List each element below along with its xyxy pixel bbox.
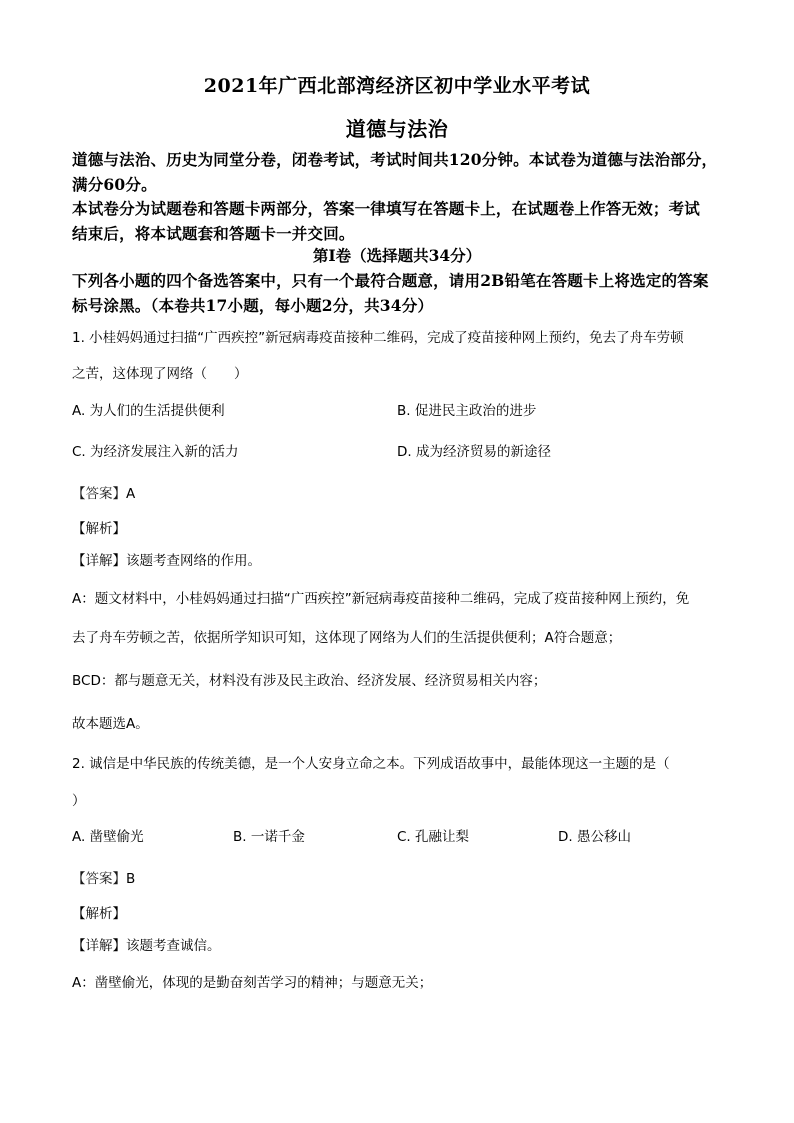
exam-title: 2021年广西北部湾经济区初中学业水平考试 — [203, 75, 591, 97]
q1-explanation-line-1: A：题文材料中，小桂妈妈通过扫描“广西疾控”新冠病毒疫苗接种二维码，完成了疫苗接种网上预约，免 — [72, 591, 690, 607]
q1-explanation-bcd: BCD：都与题意无关，材料没有涉及民主政治、经济发展、经济贸易相关内容； — [72, 673, 547, 689]
q1-option-c: C. 为经济发展注入新的活力 — [72, 444, 239, 460]
detail-tag: 【详解】 — [72, 553, 126, 569]
answer-tag: 【答案】 — [72, 871, 126, 887]
q1-answer — [72, 483, 732, 505]
q2-stem-line-1: 2. 诚信是中华民族的传统美德，是一个人安身立命之本。下列成语故事中，最能体现这一主题的是（ — [72, 756, 670, 772]
q1-detail — [72, 550, 732, 572]
q2-option-b: B. 一诺千金 — [233, 829, 305, 845]
q2-option-c: C. 孔融让梨 — [397, 829, 470, 845]
q2-explanation-a: A：凿壁偷光，体现的是勤奋刻苦学习的精神；与题意无关； — [72, 975, 433, 991]
q2-analysis-tag: 【解析】 — [72, 906, 126, 922]
q1-option-b: B. 促进民主政治的进步 — [397, 403, 537, 419]
q2-answer — [72, 868, 732, 890]
detail-text: 该题考查网络的作用。 — [126, 553, 261, 569]
intro-paragraph-2 — [72, 196, 722, 246]
q1-analysis-tag: 【解析】 — [72, 521, 126, 537]
answer-tag: 【答案】 — [72, 486, 126, 502]
intro-line: 道德与法治、历史为同堂分卷，闭卷考试，考试时间共120分钟。本试卷为道德与法治部分， — [72, 150, 718, 169]
q1-option-a: A. 为人们的生活提供便利 — [72, 403, 225, 419]
q1-explanation-line-2: 去了舟车劳顿之苦，依据所学知识可知，这体现了网络为人们的生活提供便利；A符合题意； — [72, 630, 622, 646]
intro-line: 本试卷分为试题卷和答题卡两部分，答案一律填写在答题卡上，在试题卷上作答无效；考试 — [72, 199, 701, 218]
q1-option-d: D. 成为经济贸易的新途径 — [397, 444, 551, 460]
intro-line: 下列各小题的四个备选答案中，只有一个最符合题意，请用2B铅笔在答题卡上将选定的答案 — [72, 271, 709, 290]
part-title: 第Ⅰ卷（选择题共34分） — [312, 246, 482, 265]
intro-line: 标号涂黑。（本卷共17小题，每小题2分，共34分） — [72, 296, 434, 315]
intro-paragraph-1 — [72, 147, 722, 197]
intro-line: 满分60分。 — [72, 175, 157, 194]
q2-detail — [72, 935, 732, 957]
answer-value: B — [126, 871, 136, 887]
q2-stem-line-2: ） — [72, 793, 86, 809]
q1-stem-line-1: 1. 小桂妈妈通过扫描“广西疾控”新冠病毒疫苗接种二维码，完成了疫苗接种网上预约，免去了舟车劳顿 — [72, 330, 684, 346]
intro-line: 结束后，将本试题套和答题卡一并交回。 — [72, 224, 355, 243]
answer-value: A — [126, 486, 136, 502]
intro-paragraph-3 — [72, 268, 722, 318]
subject-title: 道德与法治 — [345, 117, 449, 141]
detail-tag: 【详解】 — [72, 938, 126, 954]
detail-text: 该题考查诚信。 — [126, 938, 221, 954]
q2-option-a: A. 凿壁偷光 — [72, 829, 144, 845]
q1-stem-line-2: 之苦，这体现了网络（ ） — [72, 366, 248, 382]
q1-conclusion: 故本题选A。 — [72, 716, 149, 732]
q2-option-d: D. 愚公移山 — [558, 829, 631, 845]
